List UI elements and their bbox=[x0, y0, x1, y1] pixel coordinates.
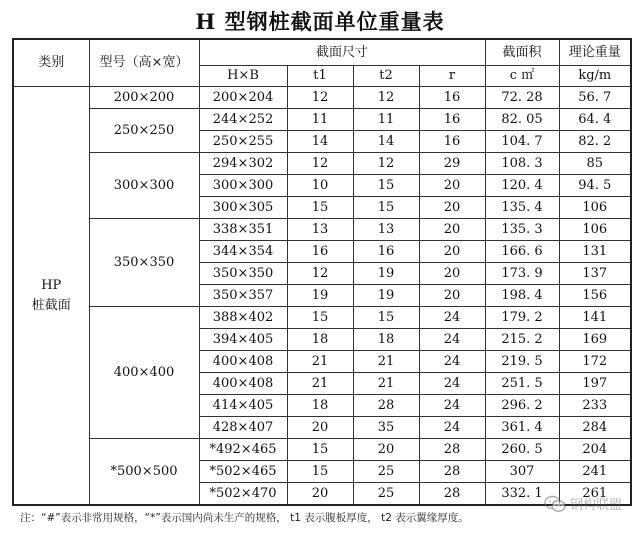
t2-cell: 14 bbox=[353, 131, 419, 153]
category-line-1: HP bbox=[41, 277, 62, 293]
r-cell: 24 bbox=[419, 395, 485, 417]
weight-cell: 137 bbox=[559, 263, 631, 285]
table-row bbox=[13, 153, 631, 175]
header-weight: 理论重量 bbox=[559, 39, 631, 66]
header-weight-unit: kg/m bbox=[559, 66, 631, 87]
model-cell: 300×300 bbox=[89, 153, 199, 219]
model-cell: 200×200 bbox=[89, 87, 199, 109]
t2-cell: 21 bbox=[353, 373, 419, 395]
r-cell: 20 bbox=[419, 197, 485, 219]
area-cell: 215. 2 bbox=[485, 329, 559, 351]
header-hxb: H×B bbox=[199, 66, 287, 87]
model-cell: 350×350 bbox=[89, 219, 199, 307]
r-cell: 28 bbox=[419, 461, 485, 483]
t1-cell: 15 bbox=[287, 197, 353, 219]
table-row bbox=[13, 219, 631, 241]
hxb-cell: *502×465 bbox=[199, 461, 287, 483]
t1-cell: 19 bbox=[287, 285, 353, 307]
header-area-unit: c ㎡ bbox=[485, 66, 559, 87]
header-r: r bbox=[419, 66, 485, 87]
r-cell: 24 bbox=[419, 329, 485, 351]
area-cell: 361. 4 bbox=[485, 417, 559, 439]
weight-cell: 82. 2 bbox=[559, 131, 631, 153]
t1-cell: 21 bbox=[287, 351, 353, 373]
table-row bbox=[13, 87, 631, 109]
r-cell: 24 bbox=[419, 373, 485, 395]
weight-cell: 94. 5 bbox=[559, 175, 631, 197]
weight-cell: 261 bbox=[559, 483, 631, 506]
hxb-cell: 350×350 bbox=[199, 263, 287, 285]
r-cell: 16 bbox=[419, 87, 485, 109]
weight-cell: 204 bbox=[559, 439, 631, 461]
r-cell: 20 bbox=[419, 175, 485, 197]
area-cell: 108. 3 bbox=[485, 153, 559, 175]
model-cell: 250×250 bbox=[89, 109, 199, 153]
t2-cell: 15 bbox=[353, 197, 419, 219]
r-cell: 28 bbox=[419, 483, 485, 506]
page-title: H 型钢桩截面单位重量表 bbox=[195, 9, 445, 34]
table-body bbox=[13, 87, 631, 506]
t2-cell: 15 bbox=[353, 307, 419, 329]
t1-cell: 15 bbox=[287, 307, 353, 329]
r-cell: 24 bbox=[419, 307, 485, 329]
r-cell: 20 bbox=[419, 219, 485, 241]
watermark-text: 钢构联盟 bbox=[569, 498, 622, 513]
area-cell: 72. 28 bbox=[485, 87, 559, 109]
hxb-cell: 200×204 bbox=[199, 87, 287, 109]
t1-cell: 15 bbox=[287, 439, 353, 461]
weight-cell: 233 bbox=[559, 395, 631, 417]
weight-cell: 141 bbox=[559, 307, 631, 329]
hxb-cell: 294×302 bbox=[199, 153, 287, 175]
weight-cell: 106 bbox=[559, 219, 631, 241]
hxb-cell: 338×351 bbox=[199, 219, 287, 241]
t1-cell: 12 bbox=[287, 87, 353, 109]
hxb-cell: 400×408 bbox=[199, 373, 287, 395]
hxb-cell: 250×255 bbox=[199, 131, 287, 153]
category-line-2: 桩截面 bbox=[31, 297, 71, 313]
t2-cell: 19 bbox=[353, 285, 419, 307]
t1-cell: 12 bbox=[287, 153, 353, 175]
area-cell: 104. 7 bbox=[485, 131, 559, 153]
area-cell: 135. 4 bbox=[485, 197, 559, 219]
weight-cell: 106 bbox=[559, 197, 631, 219]
hxb-cell: 300×305 bbox=[199, 197, 287, 219]
footnote: 注：“#”表示非常用规格，“*”表示国内尚未生产的规格， t1 表示腹板厚度， t2 表示翼缘厚度。 bbox=[20, 512, 469, 524]
t2-cell: 13 bbox=[353, 219, 419, 241]
t2-cell: 35 bbox=[353, 417, 419, 439]
t1-cell: 20 bbox=[287, 417, 353, 439]
hxb-cell: 428×407 bbox=[199, 417, 287, 439]
header-t2: t2 bbox=[353, 66, 419, 87]
t2-cell: 12 bbox=[353, 87, 419, 109]
header-category: 类别 bbox=[13, 39, 89, 87]
t2-cell: 16 bbox=[353, 241, 419, 263]
steel-pile-table bbox=[12, 38, 632, 506]
header-section-dims: 截面尺寸 bbox=[199, 39, 485, 66]
model-cell: *500×500 bbox=[89, 439, 199, 506]
area-cell: 296. 2 bbox=[485, 395, 559, 417]
header-area: 截面积 bbox=[485, 39, 559, 66]
t1-cell: 13 bbox=[287, 219, 353, 241]
t1-cell: 18 bbox=[287, 395, 353, 417]
weight-cell: 197 bbox=[559, 373, 631, 395]
area-cell: 332. 1 bbox=[485, 483, 559, 506]
hxb-cell: 388×402 bbox=[199, 307, 287, 329]
area-cell: 219. 5 bbox=[485, 351, 559, 373]
t2-cell: 25 bbox=[353, 461, 419, 483]
area-cell: 135. 3 bbox=[485, 219, 559, 241]
hxb-cell: 394×405 bbox=[199, 329, 287, 351]
t1-cell: 21 bbox=[287, 373, 353, 395]
t2-cell: 28 bbox=[353, 395, 419, 417]
r-cell: 24 bbox=[419, 351, 485, 373]
weight-cell: 172 bbox=[559, 351, 631, 373]
model-cell: 400×400 bbox=[89, 307, 199, 439]
area-cell: 82. 05 bbox=[485, 109, 559, 131]
area-cell: 173. 9 bbox=[485, 263, 559, 285]
weight-cell: 56. 7 bbox=[559, 87, 631, 109]
weight-cell: 241 bbox=[559, 461, 631, 483]
r-cell: 29 bbox=[419, 153, 485, 175]
hxb-cell: 350×357 bbox=[199, 285, 287, 307]
r-cell: 20 bbox=[419, 285, 485, 307]
t2-cell: 15 bbox=[353, 175, 419, 197]
hxb-cell: 414×405 bbox=[199, 395, 287, 417]
hxb-cell: 300×300 bbox=[199, 175, 287, 197]
r-cell: 16 bbox=[419, 131, 485, 153]
r-cell: 20 bbox=[419, 263, 485, 285]
weight-cell: 131 bbox=[559, 241, 631, 263]
t1-cell: 18 bbox=[287, 329, 353, 351]
category-cell bbox=[13, 87, 89, 506]
hxb-cell: 400×408 bbox=[199, 351, 287, 373]
hxb-cell: 244×252 bbox=[199, 109, 287, 131]
r-cell: 20 bbox=[419, 241, 485, 263]
watermark bbox=[544, 494, 622, 513]
table-row bbox=[13, 439, 631, 461]
weight-cell: 85 bbox=[559, 153, 631, 175]
t2-cell: 21 bbox=[353, 351, 419, 373]
weight-cell: 284 bbox=[559, 417, 631, 439]
r-cell: 16 bbox=[419, 109, 485, 131]
t1-cell: 20 bbox=[287, 483, 353, 506]
table-row bbox=[13, 109, 631, 131]
area-cell: 120. 4 bbox=[485, 175, 559, 197]
t2-cell: 19 bbox=[353, 263, 419, 285]
area-cell: 307 bbox=[485, 461, 559, 483]
r-cell: 28 bbox=[419, 439, 485, 461]
weight-cell: 64. 4 bbox=[559, 109, 631, 131]
t2-cell: 11 bbox=[353, 109, 419, 131]
header-row-1 bbox=[13, 39, 631, 66]
t1-cell: 16 bbox=[287, 241, 353, 263]
table-row bbox=[13, 307, 631, 329]
weight-cell: 156 bbox=[559, 285, 631, 307]
t1-cell: 11 bbox=[287, 109, 353, 131]
t2-cell: 12 bbox=[353, 153, 419, 175]
t1-cell: 12 bbox=[287, 263, 353, 285]
area-cell: 198. 4 bbox=[485, 285, 559, 307]
header-t1: t1 bbox=[287, 66, 353, 87]
hxb-cell: *492×465 bbox=[199, 439, 287, 461]
t1-cell: 14 bbox=[287, 131, 353, 153]
wechat-icon bbox=[544, 495, 566, 513]
t2-cell: 25 bbox=[353, 483, 419, 506]
area-cell: 166. 6 bbox=[485, 241, 559, 263]
hxb-cell: *502×470 bbox=[199, 483, 287, 506]
hxb-cell: 344×354 bbox=[199, 241, 287, 263]
t2-cell: 20 bbox=[353, 439, 419, 461]
t1-cell: 15 bbox=[287, 461, 353, 483]
area-cell: 251. 5 bbox=[485, 373, 559, 395]
t1-cell: 10 bbox=[287, 175, 353, 197]
area-cell: 260. 5 bbox=[485, 439, 559, 461]
area-cell: 179. 2 bbox=[485, 307, 559, 329]
t2-cell: 18 bbox=[353, 329, 419, 351]
weight-cell: 169 bbox=[559, 329, 631, 351]
header-model: 型号（高×宽） bbox=[89, 39, 199, 87]
r-cell: 24 bbox=[419, 417, 485, 439]
